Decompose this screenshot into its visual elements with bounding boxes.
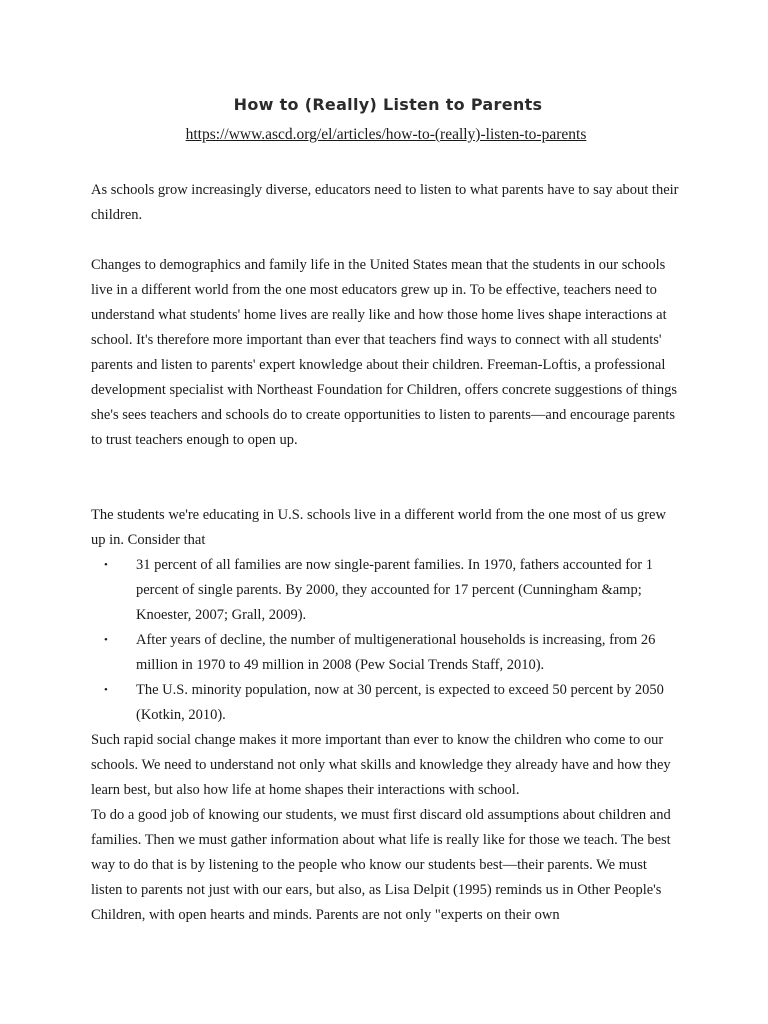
knowing-students-paragraph: To do a good job of knowing our students, we must first discard old assumptions about children and families. Then we must gather information about what life is really like for those we teach. The best way to do that is by listening to the people who know our students best—their parents. We must listen to parents not just with our ears, but also, as Lisa Delpit (1995) reminds us in Other People's Children, with open hearts and minds. Parents are not only "experts on their own [91, 807, 671, 923]
bullet-icon: • [104, 559, 108, 571]
article-url-link[interactable]: https://www.ascd.org/el/articles/how-to-(really)-listen-to-parents [185, 126, 587, 143]
bullet-icon: • [104, 634, 108, 646]
document-page [91, 94, 681, 928]
list-item-text: 31 percent of all families are now single-parent families. In 1970, fathers accounted for 1 percent of single parents. By 2000, they accounted for 17 percent (Cunningham &amp; Knoester, 2007; Grall, 2009). [136, 557, 653, 623]
list-item [91, 553, 681, 628]
social-change-paragraph: Such rapid social change makes it more important than ever to know the children who come to our schools. We need to understand not only what skills and knowledge they already have and how they learn best, but also how life at home shapes their interactions with school. [91, 732, 671, 798]
list-item-text: The U.S. minority population, now at 30 percent, is expected to exceed 50 percent by 2050 (Kotkin, 2010). [136, 682, 664, 723]
article-title: How to (Really) Listen to Parents [233, 95, 543, 114]
statistics-list [91, 553, 681, 728]
list-item [91, 628, 681, 678]
list-item-text: After years of decline, the number of multigenerational households is increasing, from 26 million in 1970 to 49 million in 2008 (Pew Social Trends Staff, 2010). [136, 632, 656, 673]
intro-paragraph: As schools grow increasingly diverse, educators need to listen to what parents have to say about their children. [91, 182, 679, 223]
bullet-icon: • [104, 684, 108, 696]
list-item [91, 678, 681, 728]
consider-paragraph: The students we're educating in U.S. schools live in a different world from the one most of us grew up in. Consider that [91, 507, 666, 548]
context-paragraph: Changes to demographics and family life in the United States mean that the students in our schools live in a different world from the one most educators grew up in. To be effective, teachers need to understand what students' home lives are really like and how those home lives shape interactions at school. It's therefore more important than ever that teachers find ways to connect with all students' parents and listen to parents' expert knowledge about their children. Freeman-Loftis, a professional development specialist with Northeast Foundation for Children, offers concrete suggestions of things she's sees teachers and schools do to create opportunities to listen to parents—and encourage parents to trust teachers enough to open up. [91, 257, 678, 448]
